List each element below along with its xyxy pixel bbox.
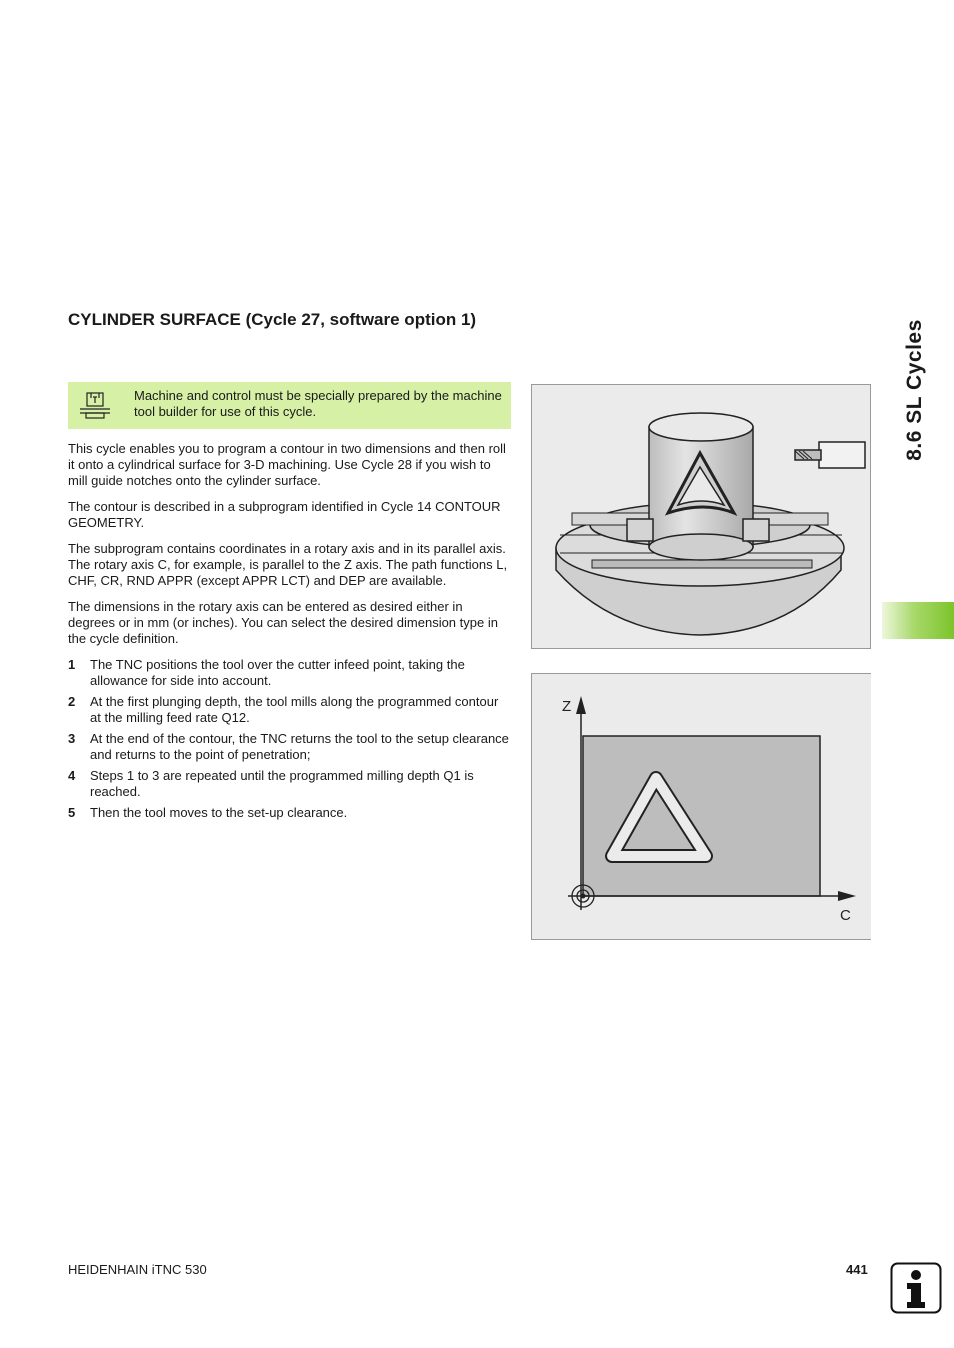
page-number: 441 xyxy=(846,1262,868,1277)
cylinder-drawing xyxy=(532,385,870,648)
contour-drawing xyxy=(532,674,871,939)
contour-diagram xyxy=(531,673,871,940)
note-text: Machine and control must be specially prepared by the machine tool builder for use of this cycle. xyxy=(134,388,502,419)
section-title: CYLINDER SURFACE (Cycle 27, software option 1) xyxy=(68,310,477,329)
list-item: 1 The TNC positions the tool over the cutter infeed point, taking the allowance for side into account. xyxy=(68,657,465,688)
paragraph: The subprogram contains coordinates in a rotary axis and in its parallel axis. The rotary axis C, for example, is parallel to the Z axis. The path functions L, CHF, CR, RND APPR (except APPR LCT) and DEP are available. xyxy=(68,541,508,588)
list-item: 4 Steps 1 to 3 are repeated until the programmed milling depth Q1 is reached. xyxy=(68,768,474,799)
steps-list xyxy=(68,657,511,821)
paragraph: The dimensions in the rotary axis can be entered as desired either in degrees or in mm (or inches). You can select the desired dimension type in the cycle definition. xyxy=(68,599,498,646)
machine-note xyxy=(68,382,511,429)
list-item: 5 Then the tool moves to the set-up clearance. xyxy=(68,805,348,820)
list-item: 3 At the end of the contour, the TNC returns the tool to the setup clearance and returns to the point of penetration; xyxy=(68,731,509,762)
machine-dependent-icon xyxy=(78,392,112,420)
chapter-label: 8.6 SL Cycles xyxy=(903,319,926,461)
paragraph: The contour is described in a subprogram identified in Cycle 14 CONTOUR GEOMETRY. xyxy=(68,499,501,530)
axis-label-z: Z xyxy=(562,698,572,715)
info-icon xyxy=(890,1262,942,1314)
axis-label-c: C xyxy=(840,907,851,924)
paragraph: This cycle enables you to program a contour in two dimensions and then roll it onto a cylindrical surface for 3-D machining. Use Cycle 28 if you wish to mill guide notches onto the cylinder surface. xyxy=(68,441,506,488)
body-text xyxy=(68,441,511,826)
chapter-side-tab xyxy=(895,300,935,480)
footer-manual-title: HEIDENHAIN iTNC 530 xyxy=(68,1262,207,1277)
chapter-marker xyxy=(882,602,954,639)
list-item: 2 At the first plunging depth, the tool mills along the programmed contour at the milling feed rate Q12. xyxy=(68,694,499,725)
cylinder-illustration xyxy=(531,384,871,649)
